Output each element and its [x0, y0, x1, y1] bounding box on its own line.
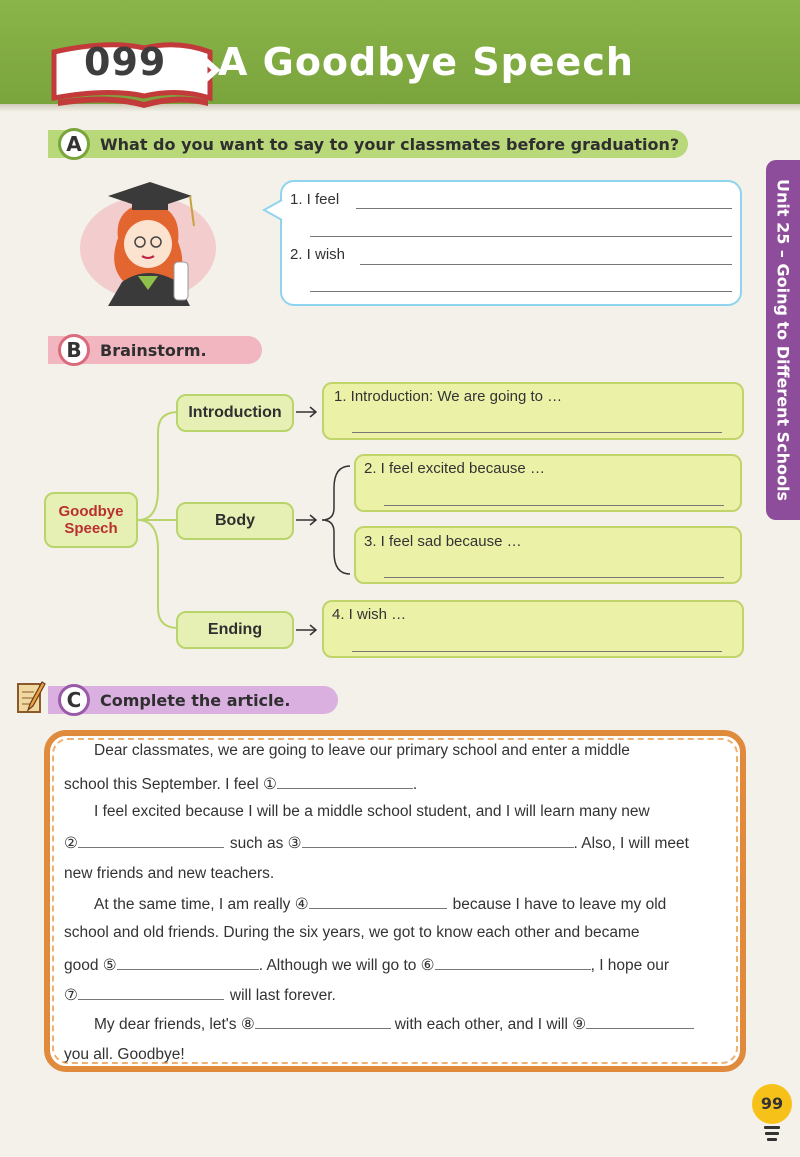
brainstorm-line-1[interactable] — [352, 432, 722, 433]
section-c-heading: Complete the article. — [100, 690, 291, 710]
article-text: . Also, I will meet — [573, 835, 689, 852]
blank-1[interactable] — [277, 788, 413, 789]
brainstorm-item-3: 3. I feel sad because … — [364, 533, 522, 550]
article-line-6 — [94, 895, 666, 914]
article-line-5: new friends and new teachers. — [64, 865, 275, 882]
branch-body: Body — [176, 502, 294, 540]
article-line-4 — [64, 834, 689, 853]
brainstorm-line-2[interactable] — [384, 505, 724, 506]
section-b-letter: B — [58, 334, 90, 366]
speech-bubble-tail — [262, 198, 284, 222]
answer-line-2[interactable] — [310, 236, 732, 237]
mindmap-root: Goodbye Speech — [44, 492, 138, 548]
lesson-number: 099 — [84, 40, 167, 84]
branch-ending: Ending — [176, 611, 294, 649]
article-text: ⑦ — [64, 987, 78, 1004]
speech-bubble — [280, 180, 742, 306]
blank-2[interactable] — [78, 847, 224, 848]
brainstorm-line-3[interactable] — [384, 577, 724, 578]
section-a-bar — [48, 130, 688, 158]
article-text: school this September. I feel ① — [64, 776, 277, 793]
writing-pencil-icon — [16, 680, 46, 716]
article-text: such as ③ — [229, 835, 302, 852]
graduate-girl-illustration — [78, 178, 248, 310]
prompt-i-wish: 2. I wish — [290, 246, 346, 263]
prompt-i-feel: 1. I feel — [290, 191, 340, 208]
branch-introduction: Introduction — [176, 394, 294, 432]
article-text: with each other, and I will ⑨ — [394, 1016, 587, 1033]
section-b-heading: Brainstorm. — [100, 340, 207, 360]
article-line-10 — [94, 1015, 694, 1034]
article-line-9 — [64, 986, 336, 1005]
article-line-8 — [64, 956, 669, 975]
article-text: will last forever. — [229, 987, 336, 1004]
blank-5[interactable] — [117, 969, 259, 970]
article-text: ② — [64, 835, 78, 852]
article-line-3: I feel excited because I will be a middle school student, and I will learn many new — [94, 803, 650, 820]
blank-3[interactable] — [302, 847, 574, 848]
blank-9[interactable] — [586, 1028, 694, 1029]
blank-6[interactable] — [435, 969, 591, 970]
article-line-2 — [64, 775, 417, 794]
section-a-letter: A — [58, 128, 90, 160]
section-c-bar — [48, 686, 338, 714]
chevron-right-icon — [196, 52, 220, 88]
article-line-1: Dear classmates, we are going to leave our primary school and enter a middle — [94, 742, 630, 759]
article-text: . — [412, 776, 418, 793]
brainstorm-item-4: 4. I wish … — [332, 606, 407, 623]
page-number: 99 — [760, 1094, 784, 1113]
section-c-letter: C — [58, 684, 90, 716]
blank-8[interactable] — [255, 1028, 391, 1029]
article-text: My dear friends, let's ⑧ — [94, 1016, 255, 1033]
article-text: because I have to leave my old — [452, 896, 667, 913]
answer-line-1[interactable] — [356, 208, 732, 209]
brainstorm-item-2: 2. I feel excited because … — [364, 460, 545, 477]
answer-line-4[interactable] — [310, 291, 732, 292]
brainstorm-line-4[interactable] — [352, 651, 722, 652]
blank-7[interactable] — [78, 999, 224, 1000]
answer-line-3[interactable] — [360, 264, 732, 265]
article-line-7: school and old friends. During the six years, we got to know each other and became — [64, 924, 640, 941]
article-text: At the same time, I am really ④ — [94, 896, 309, 913]
blank-4[interactable] — [309, 908, 447, 909]
article-text: good ⑤ — [64, 957, 117, 974]
page-title: A Goodbye Speech — [218, 40, 634, 84]
bulb-base-icon — [762, 1124, 782, 1144]
section-a-heading: What do you want to say to your classmates before graduation? — [100, 134, 680, 154]
unit-side-tab-label: Unit 25 – Going to Different Schools — [773, 178, 793, 502]
article-text: , I hope our — [590, 957, 669, 974]
article-text: . Although we will go to ⑥ — [258, 957, 435, 974]
brainstorm-item-1: 1. Introduction: We are going to … — [334, 388, 563, 405]
article-line-11: you all. Goodbye! — [64, 1046, 185, 1063]
